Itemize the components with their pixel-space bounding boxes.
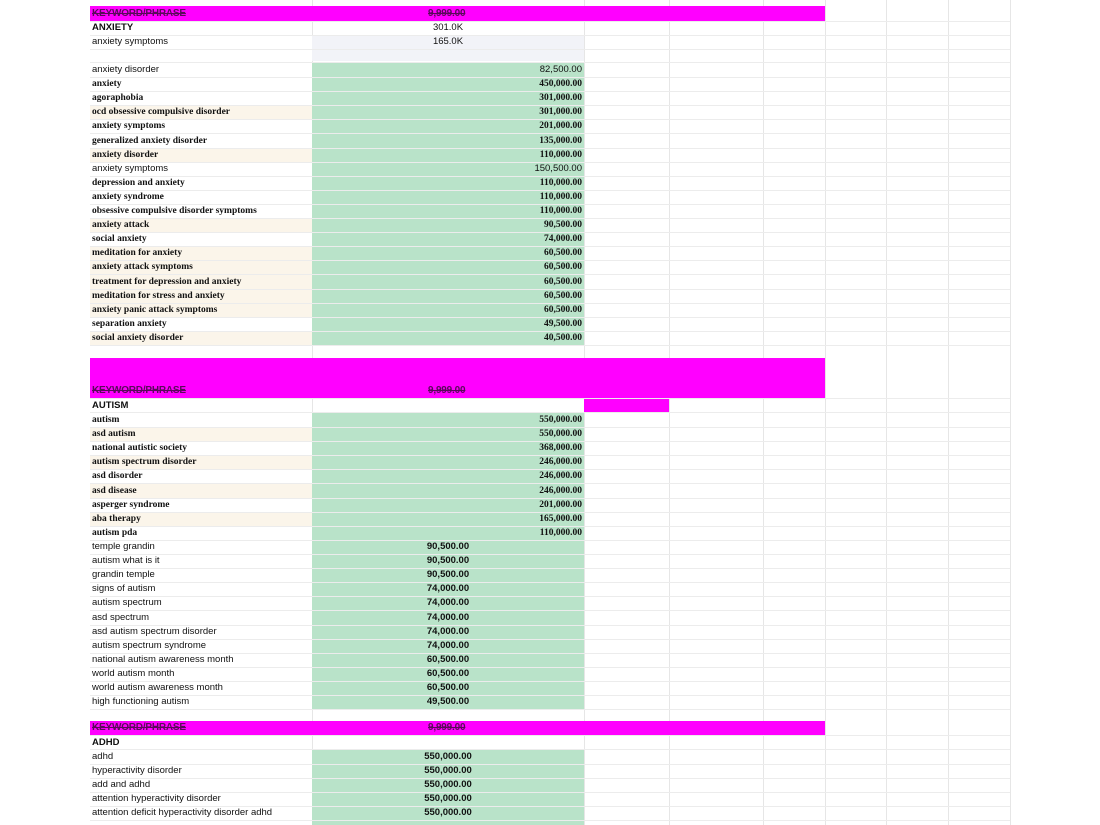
- anxiety-keyword-cell[interactable]: social anxiety disorder: [92, 333, 184, 343]
- row-divider: [90, 709, 1010, 710]
- anxiety-value-cell[interactable]: 60,500.00: [544, 305, 582, 315]
- adhd-value-cell[interactable]: 550,000.00: [424, 779, 472, 790]
- anxiety-keyword-cell[interactable]: treatment for depression and anxiety: [92, 277, 242, 287]
- anxiety-value-cell[interactable]: 60,500.00: [544, 262, 582, 272]
- autism-keyword-cell[interactable]: national autistic society: [92, 443, 187, 453]
- autism-keyword-cell[interactable]: autism: [92, 415, 120, 425]
- adhd-keyword-cell[interactable]: attention deficit hyperactivity disorder adhd: [92, 807, 273, 818]
- anxiety-value-cell[interactable]: 135,000.00: [539, 136, 582, 146]
- autism-value-cell[interactable]: 246,000.00: [539, 457, 582, 467]
- autism-value-cell[interactable]: 368,000.00: [539, 443, 582, 453]
- adhd-value-cell[interactable]: 550,000.00: [424, 807, 472, 818]
- autism-value-cell[interactable]: 201,000.00: [539, 500, 582, 510]
- anxiety-value-cell[interactable]: 301,000.00: [539, 107, 582, 117]
- anxiety-keyword-cell[interactable]: separation anxiety: [92, 319, 167, 329]
- anxiety-sub-value[interactable]: 165.0K: [432, 36, 464, 47]
- anxiety-keyword-cell[interactable]: meditation for anxiety: [92, 248, 183, 258]
- autism-header-keyword: KEYWORD/PHRASE: [92, 385, 186, 396]
- row-divider: [90, 345, 1010, 346]
- anxiety-header-keyword: KEYWORD/PHRASE: [92, 8, 186, 19]
- autism-keyword-cell[interactable]: temple grandin: [92, 541, 155, 552]
- anxiety-value-cell[interactable]: 90,500.00: [544, 220, 582, 230]
- autism-value-cell[interactable]: 90,500.00: [426, 541, 470, 552]
- anxiety-value-cell[interactable]: 49,500.00: [544, 319, 582, 329]
- anxiety-value-cell[interactable]: 82,500.00: [539, 64, 582, 75]
- autism-value-cell[interactable]: 74,000.00: [426, 626, 470, 637]
- adhd-keyword-cell[interactable]: attention hyperactivity disorder: [92, 793, 221, 804]
- anxiety-keyword-cell[interactable]: obsessive compulsive disorder symptoms: [92, 206, 257, 216]
- adhd-header-value: 9,999.00: [428, 722, 466, 733]
- autism-title[interactable]: AUTISM: [92, 400, 129, 411]
- adhd-header-keyword: KEYWORD/PHRASE: [92, 722, 186, 733]
- adhd-keyword-cell[interactable]: adhd: [92, 751, 114, 762]
- anxiety-keyword-cell[interactable]: anxiety symptoms: [92, 121, 166, 131]
- anxiety-keyword-cell[interactable]: anxiety disorder: [92, 150, 159, 160]
- autism-extra-cell: [584, 398, 669, 412]
- anxiety-value-cell[interactable]: 60,500.00: [544, 248, 582, 258]
- autism-keyword-cell[interactable]: asd spectrum: [92, 612, 150, 623]
- anxiety-value-cell[interactable]: 60,500.00: [544, 291, 582, 301]
- autism-value-cell[interactable]: 74,000.00: [426, 640, 470, 651]
- anxiety-title-value[interactable]: 301.0K: [432, 22, 464, 33]
- autism-value-cell[interactable]: 550,000.00: [539, 429, 582, 439]
- autism-keyword-cell[interactable]: autism spectrum disorder: [92, 457, 197, 467]
- adhd-value-cell[interactable]: 550,000.00: [424, 765, 472, 776]
- autism-value-cell[interactable]: 246,000.00: [539, 486, 582, 496]
- autism-value-cell[interactable]: 74,000.00: [426, 612, 470, 623]
- autism-keyword-cell[interactable]: asd disorder: [92, 471, 143, 481]
- anxiety-keyword-cell[interactable]: agoraphobia: [92, 93, 144, 103]
- anxiety-keyword-cell[interactable]: anxiety panic attack symptoms: [92, 305, 218, 315]
- anxiety-header-value: 9,999.00: [428, 8, 466, 19]
- anxiety-value-cell[interactable]: 110,000.00: [539, 178, 582, 188]
- autism-header-value: 9,999.00: [428, 385, 466, 396]
- adhd-keyword-cell[interactable]: add and adhd: [92, 779, 151, 790]
- anxiety-title[interactable]: ANXIETY: [92, 22, 134, 33]
- anxiety-value-cell[interactable]: 110,000.00: [539, 192, 582, 202]
- anxiety-keyword-cell[interactable]: anxiety attack: [92, 220, 150, 230]
- autism-keyword-cell[interactable]: autism spectrum syndrome: [92, 640, 207, 651]
- autism-keyword-cell[interactable]: grandin temple: [92, 569, 155, 580]
- anxiety-keyword-cell[interactable]: anxiety attack symptoms: [92, 262, 193, 272]
- autism-keyword-cell[interactable]: high functioning autism: [92, 696, 190, 707]
- anxiety-value-cell[interactable]: 201,000.00: [539, 121, 582, 131]
- autism-value-cell[interactable]: 90,500.00: [426, 569, 470, 580]
- autism-keyword-cell[interactable]: national autism awareness month: [92, 654, 234, 665]
- adhd-value-cell[interactable]: 550,000.00: [424, 793, 472, 804]
- autism-value-cell[interactable]: 60,500.00: [426, 654, 470, 665]
- autism-value-cell[interactable]: 110,000.00: [539, 528, 582, 538]
- autism-keyword-cell[interactable]: signs of autism: [92, 583, 156, 594]
- row-divider: [90, 820, 1010, 821]
- autism-keyword-cell[interactable]: asd autism: [92, 429, 136, 439]
- adhd-title[interactable]: ADHD: [92, 737, 120, 748]
- anxiety-keyword-cell[interactable]: anxiety disorder: [92, 64, 160, 75]
- anxiety-value-cell[interactable]: 450,000.00: [539, 79, 582, 89]
- anxiety-keyword-cell[interactable]: meditation for stress and anxiety: [92, 291, 225, 301]
- autism-value-cell[interactable]: 60,500.00: [426, 668, 470, 679]
- anxiety-value-cell[interactable]: 301,000.00: [539, 93, 582, 103]
- autism-keyword-cell[interactable]: autism what is it: [92, 555, 160, 566]
- autism-value-cell[interactable]: 165,000.00: [539, 514, 582, 524]
- anxiety-keyword-cell[interactable]: ocd obsessive compulsive disorder: [92, 107, 231, 117]
- anxiety-keyword-cell[interactable]: social anxiety: [92, 234, 147, 244]
- anxiety-sub-keyword[interactable]: anxiety symptoms: [92, 36, 169, 47]
- adhd-keyword-cell[interactable]: hyperactivity disorder: [92, 765, 182, 776]
- anxiety-value-cell[interactable]: 40,500.00: [544, 333, 582, 343]
- autism-value-cell[interactable]: 74,000.00: [426, 597, 470, 608]
- autism-keyword-cell[interactable]: asd autism spectrum disorder: [92, 626, 217, 637]
- anxiety-value-cell[interactable]: 74,000.00: [544, 234, 582, 244]
- anxiety-keyword-cell[interactable]: generalized anxiety disorder: [92, 136, 208, 146]
- anxiety-keyword-cell[interactable]: anxiety symptoms: [92, 163, 169, 174]
- anxiety-keyword-cell[interactable]: anxiety syndrome: [92, 192, 164, 202]
- autism-value-cell[interactable]: 550,000.00: [539, 415, 582, 425]
- anxiety-keyword-cell[interactable]: anxiety: [92, 79, 122, 89]
- anxiety-value-cell[interactable]: 150,500.00: [534, 163, 582, 174]
- autism-keyword-cell[interactable]: aba therapy: [92, 514, 141, 524]
- autism-value-cell[interactable]: 49,500.00: [426, 696, 470, 707]
- anxiety-value-cell[interactable]: 60,500.00: [544, 277, 582, 287]
- autism-keyword-cell[interactable]: world autism month: [92, 668, 175, 679]
- autism-value-cell[interactable]: 90,500.00: [426, 555, 470, 566]
- autism-keyword-cell[interactable]: asd disease: [92, 486, 137, 496]
- anxiety-value-cell[interactable]: 110,000.00: [539, 206, 582, 216]
- autism-value-cell[interactable]: 74,000.00: [426, 583, 470, 594]
- autism-value-cell[interactable]: 60,500.00: [426, 682, 470, 693]
- anxiety-value-cell[interactable]: 110,000.00: [539, 150, 582, 160]
- autism-value-cell[interactable]: 246,000.00: [539, 471, 582, 481]
- autism-keyword-cell[interactable]: autism pda: [92, 528, 138, 538]
- autism-keyword-cell[interactable]: asperger syndrome: [92, 500, 170, 510]
- autism-keyword-cell[interactable]: autism spectrum: [92, 597, 162, 608]
- adhd-value-cell[interactable]: 550,000.00: [424, 751, 472, 762]
- anxiety-keyword-cell[interactable]: depression and anxiety: [92, 178, 185, 188]
- autism-keyword-cell[interactable]: world autism awareness month: [92, 682, 223, 693]
- row-divider: [90, 49, 1010, 50]
